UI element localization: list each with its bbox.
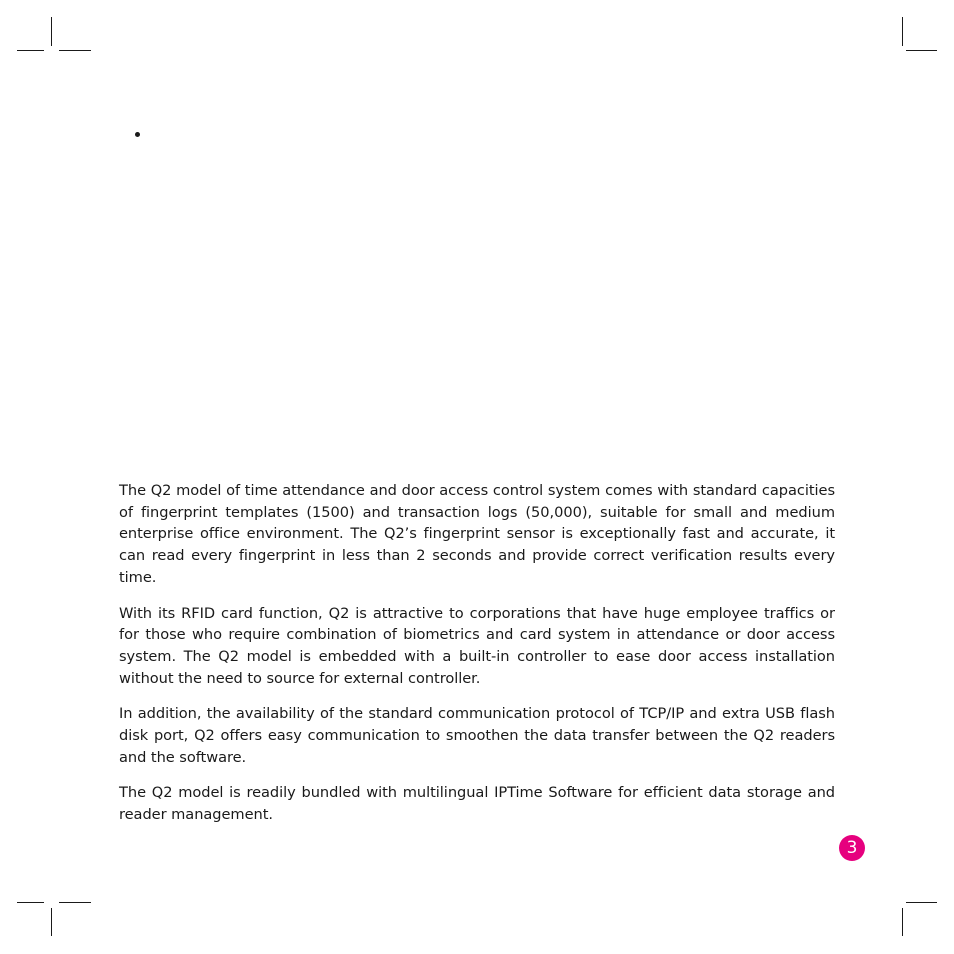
paragraph-software: The Q2 model is readily bundled with multilingual IPTime Software for efficient data storage and reader management. (119, 784, 835, 824)
paragraph-intro: The Q2 model of time attendance and door access control system comes with standard capacities of fingerprint templates (1500) and transaction logs (50,000), suitable for small and medium enterprise office environment. The Q2’s fingerprint sensor is exceptionally fast and accurate, it can read every fingerprint in less than 2 seconds and provide correct verification results every time. (119, 482, 835, 586)
body-text (119, 480, 835, 840)
crop-mark-bottom-left-horizontal-b (59, 902, 91, 903)
paragraph-rfid: With its RFID card function, Q2 is attractive to corporations that have huge employee traffics or for those who require combination of biometrics and card system in attendance or door access system. The Q2 model is embedded with a built-in controller to ease door access installation without the need to source for external controller. (119, 604, 835, 687)
bullet-point (135, 132, 140, 137)
crop-mark-top-right-vertical (902, 17, 903, 46)
crop-mark-top-right-horizontal (906, 50, 937, 51)
crop-mark-top-left-horizontal-a (17, 50, 44, 51)
crop-mark-bottom-right-vertical (902, 908, 903, 936)
crop-mark-bottom-left-horizontal-a (17, 902, 44, 903)
page-number-badge: 3 (839, 835, 865, 861)
crop-mark-bottom-left-vertical (51, 908, 52, 936)
crop-mark-top-left-vertical (51, 17, 52, 46)
crop-mark-top-left-horizontal-b (59, 50, 91, 51)
paragraph-communication: In addition, the availability of the standard communication protocol of TCP/IP and extra USB flash disk port, Q2 offers easy communication to smoothen the data transfer between the Q2 readers and the software. (119, 705, 835, 766)
crop-mark-bottom-right-horizontal (906, 902, 937, 903)
